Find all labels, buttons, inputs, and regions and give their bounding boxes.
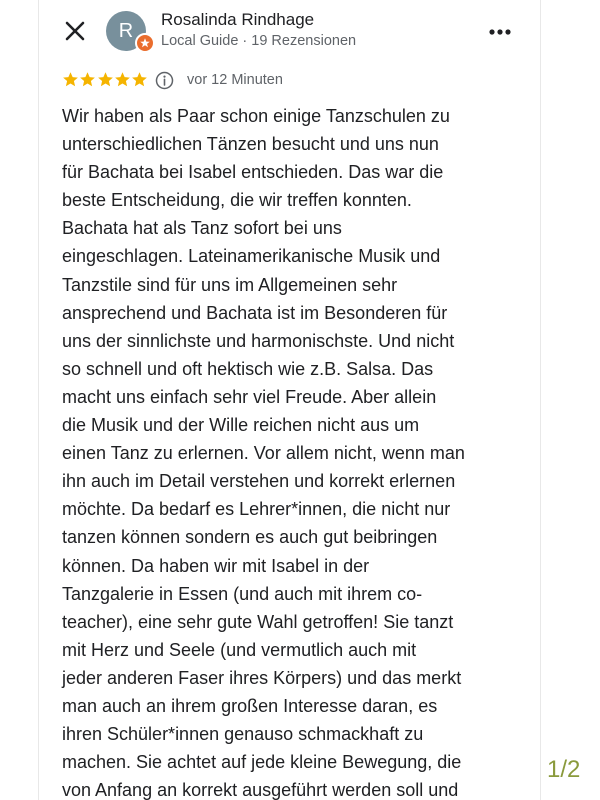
review-time: vor 12 Minuten [187, 72, 283, 88]
review-line: Wir haben als Paar schon einige Tanzschulen zu [62, 106, 450, 126]
review-line: Tanzstile sind für uns im Allgemeinen sehr [62, 274, 398, 295]
star-icon [62, 71, 79, 88]
local-guide-badge-icon [135, 33, 155, 53]
review-line: für Bachata bei Isabel entschieden. Das war die [62, 162, 444, 183]
star-icon [97, 71, 114, 88]
review-line: von Anfang an korrekt ausgeführt werden soll und [62, 780, 459, 800]
more-options-button[interactable] [484, 20, 516, 44]
review-line: beste Entscheidung, die wir treffen konnten. [62, 190, 412, 211]
review-line: mit Herz und Seele (und vermutlich auch mit [62, 639, 417, 660]
review-line: einen Tanz zu erlernen. Vor allem nicht, wenn man [62, 443, 465, 464]
review-line: ihn auch im Detail verstehen und korrekt erlernen [62, 471, 456, 492]
review-line: teacher), eine sehr gute Wahl getroffen! Sie tanzt [62, 611, 454, 632]
page-indicator: 1/2 [547, 756, 581, 783]
review-line: die Musik und der Wille reichen nicht aus um [62, 415, 420, 436]
star-icon [114, 71, 131, 88]
close-button[interactable] [62, 18, 88, 44]
review-line: uns der sinnlichste und harmonischste. Und nicht [62, 330, 455, 351]
review-line: unterschiedlichen Tänzen besucht und uns nun [62, 134, 439, 155]
avatar-initial: R [118, 20, 134, 42]
review-text [62, 102, 524, 800]
card-border-left [38, 0, 39, 800]
more-options-icon [484, 20, 516, 44]
review-line: tanzen können sondern es auch gut beibringen [62, 527, 438, 548]
review-line: so schnell und oft hektisch wie z.B. Salsa. Das [62, 358, 434, 379]
review-line: ansprechend und Bachata ist im Besonderen für [62, 302, 448, 323]
reviewer-meta: Local Guide · 19 Rezensionen [161, 33, 357, 49]
review-line: macht uns einfach sehr viel Freude. Aber allein [62, 386, 437, 407]
info-button[interactable] [155, 71, 174, 90]
review-line: ihren Schüler*innen genauso schmackhaft zu [62, 724, 424, 745]
close-icon [62, 18, 88, 44]
review-line: machen. Sie achtet auf jede kleine Bewegung, die [62, 752, 462, 773]
review-line: Tanzgalerie in Essen (und auch mit ihrem co- [62, 583, 423, 604]
card-border-right [540, 0, 541, 800]
info-icon [155, 71, 174, 90]
star-icon [79, 71, 96, 88]
review-line: Bachata hat als Tanz sofort bei uns [62, 218, 342, 239]
star-icon [131, 71, 148, 88]
rating-row [62, 70, 482, 92]
review-line: eingeschlagen. Lateinamerikanische Musik und [62, 246, 441, 267]
review-header [0, 0, 600, 62]
review-line: können. Da haben wir mit Isabel in der [62, 555, 370, 576]
review-line: jeder anderen Faser ihres Körpers) und das merkt [62, 667, 462, 688]
reviewer-name[interactable]: Rosalinda Rindhage [161, 10, 315, 29]
review-line: möchte. Da bedarf es Lehrer*innen, die nicht nur [62, 499, 451, 520]
review-line: man auch an ihrem großen Interesse daran, es [62, 695, 438, 716]
